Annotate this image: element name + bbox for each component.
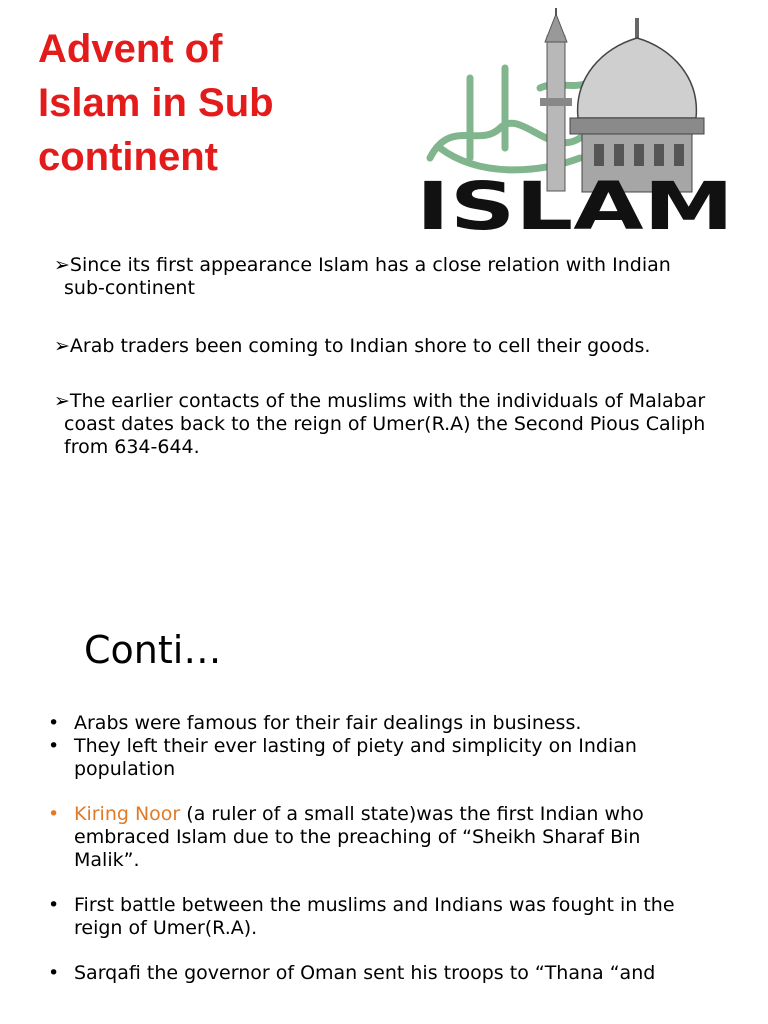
bullet-dot-icon: • [48, 712, 60, 734]
arrow-bullet-icon: ➢ [54, 390, 70, 412]
bullet-sarqafi [44, 962, 724, 985]
bullet-dot-icon: • [48, 735, 60, 757]
islam-mosque-logo [410, 8, 740, 234]
title-line-3: continent [38, 135, 218, 179]
slide-conti [0, 576, 768, 1024]
point-3 [54, 390, 744, 459]
bullet-arabs [44, 712, 724, 735]
point-1 [54, 254, 744, 300]
bullet-text: reign of Umer(R.A). [74, 917, 258, 939]
highlight-name: Kiring Noor [74, 803, 181, 825]
logo-word: ISLAM [416, 168, 734, 234]
point-1-line-1: Since its first appearance Islam has a close relation with Indian [69, 254, 671, 276]
mosque-dome-icon [570, 18, 704, 192]
bullet-list [44, 712, 724, 985]
point-3-line-2: coast dates back to the reign of Umer(R.A) the Second Pious Caliph [64, 413, 706, 435]
bullet-text: Malik”. [74, 849, 140, 871]
bullet-dot-icon: • [48, 894, 60, 916]
bullet-kiring-noor [44, 803, 724, 872]
bullet-first-battle [44, 894, 724, 940]
title-line-1: Advent of [38, 27, 223, 71]
bullet-text: They left their ever lasting of piety and simplicity on Indian [74, 735, 637, 757]
bullet-text: Sarqafi the governor of Oman sent his troops to “Thana “and [74, 962, 656, 984]
slide-title [38, 22, 368, 184]
bullet-text: First battle between the muslims and Indians was fought in the [74, 894, 675, 916]
bullet-text: (a ruler of a small state)was the first Indian who [180, 803, 644, 825]
slide-title: Conti… [84, 628, 222, 672]
point-3-line-3: from 634-644. [64, 436, 200, 458]
bullet-dot-icon: • [48, 803, 60, 825]
bullet-text: embraced Islam due to the preaching of “Sheikh Sharaf Bin [74, 826, 641, 848]
point-2 [54, 335, 744, 358]
bullet-dot-icon: • [48, 962, 60, 984]
arrow-bullet-icon: ➢ [54, 335, 70, 357]
point-1-line-2: sub-continent [64, 277, 195, 299]
title-line-2: Islam in Sub [38, 81, 274, 125]
arrow-bullet-icon: ➢ [54, 254, 70, 276]
point-2-line-1: Arab traders been coming to Indian shore to cell their goods. [69, 335, 651, 357]
bullet-text: Arabs were famous for their fair dealings in business. [74, 712, 582, 734]
point-3-line-1: The earlier contacts of the muslims with the individuals of Malabar [69, 390, 706, 412]
bullet-piety [44, 735, 724, 781]
bullet-text: population [74, 758, 176, 780]
